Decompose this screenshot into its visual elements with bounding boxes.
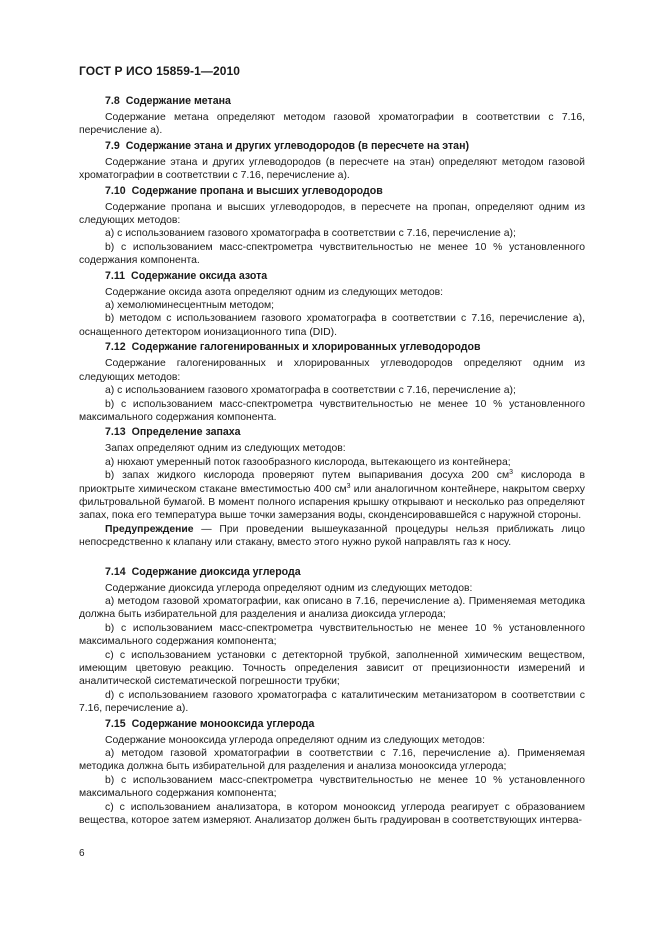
section-heading: 7.11 Содержание оксида азота bbox=[105, 269, 268, 282]
paragraph: Содержание галогенированных и хлорированных углеводородов определяют одним из следующих методов: bbox=[79, 358, 585, 383]
section-heading: 7.12 Содержание галогенированных и хлорированных углеводородов bbox=[105, 341, 481, 354]
section-heading: 7.15 Содержание монооксида углерода bbox=[105, 717, 315, 730]
list-item: b) методом с использованием газового хроматографа в соответствии с 7.16, перечисление а), оснащенного детектором ионизационного типа (DID). bbox=[79, 313, 585, 338]
section-heading: 7.13 Определение запаха bbox=[105, 426, 241, 439]
paragraph: Запах определяют одним из следующих методов: bbox=[105, 443, 346, 455]
paragraph: Содержание метана определяют методом газовой хроматографии в соответствии с 7.16, перечисление а). bbox=[79, 112, 585, 137]
list-item: с) с использованием установки с детекторной трубкой, заполненной химическим веществом, имеющим цветовую реакцию. Точность определения зависит от прецизионности измерений и аналитической систематической погрешности трубки; bbox=[79, 649, 585, 688]
section-heading: 7.10 Содержание пропана и высших углеводородов bbox=[105, 184, 383, 197]
list-item: b) с использованием масс-спектрометра чувствительностью не менее 10 % установленного содержания компонента. bbox=[79, 241, 585, 267]
paragraph: Содержание диоксида углерода определяют одним из следующих методов: bbox=[105, 582, 473, 594]
list-item: b) с использованием масс-спектрометра чувствительностью не менее 10 % установленного максимального содержания компонента; bbox=[79, 774, 585, 800]
list-item: d) с использованием газового хроматографа с каталитическим метанизатором в соответствии с 7.16, перечисление а). bbox=[79, 689, 585, 715]
list-item: а) с использованием газового хроматографа в соответствии с 7.16, перечисление а); bbox=[105, 228, 516, 240]
section-heading: 7.14 Содержание диоксида углерода bbox=[105, 565, 301, 578]
section-heading: 7.8 Содержание метана bbox=[105, 95, 231, 107]
paragraph: Содержание пропана и высших углеводородов, в пересчете на пропан, определяют одним из следующих методов: bbox=[79, 201, 585, 227]
list-item: b) с использованием масс-спектрометра чувствительностью не менее 10 % установленного максимального содержания компонента. bbox=[79, 398, 585, 423]
list-item: а) методом газовой хроматографии в соответствии с 7.16, перечисление а). Применяемая методика должна быть избирательной для разделения и анализа монооксида углерода; bbox=[79, 748, 585, 773]
list-item: b) с использованием масс-спектрометра чувствительностью не менее 10 % установленного максимального содержания компонента; bbox=[79, 622, 585, 648]
warning-note: Предупреждение — При проведении вышеуказанной процедуры нельзя приближать лицо непосредственно к клапану или стакану, вместо этого нужно рукой направлять газ к носу. bbox=[79, 523, 585, 549]
paragraph: Содержание монооксида углерода определяют одним из следующих методов: bbox=[105, 734, 485, 746]
list-item: а) с использованием газового хроматографа в соответствии с 7.16, перечисление а); bbox=[105, 385, 516, 397]
section-heading: 7.9 Содержание этана и других углеводородов (в пересчете на этан) bbox=[105, 139, 469, 152]
document-header: ГОСТ Р ИСО 15859-1—2010 bbox=[79, 64, 241, 78]
paragraph: Содержание этана и других углеводородов (в пересчете на этан) определяют методом газовой хроматографии в соответствии с 7.16, перечисление а). bbox=[79, 156, 585, 182]
list-item: а) методом газовой хроматографии, как описано в 7.16, перечисление а). Применяемая методика должна быть избирательной для разделения и анализа диоксида углерода; bbox=[79, 595, 585, 621]
list-item: а) нюхают умеренный поток газообразного кислорода, вытекающего из контейнера; bbox=[105, 456, 511, 468]
document-body bbox=[79, 93, 585, 827]
paragraph: Содержание оксида азота определяют одним из следующих методов: bbox=[105, 286, 444, 298]
page-number: 6 bbox=[79, 848, 85, 859]
list-item: b) запах жидкого кислорода проверяют путем выпаривания досуха 200 $см^3$ кислорода в приоктрыте химическом стакане вместимостью 400 $см^3$ или аналогичном контейнере, накрытом сверху фильтровальной бумагой. В момент полного испарения крышку открывают и несколько раз определяют запах, пока его температура выше точки замерзания воды, сконденсировавшейся с наружной стороны. bbox=[79, 469, 585, 522]
list-item: а) хемолюминесцентным методом; bbox=[105, 300, 275, 312]
list-item: с) с использованием анализатора, в котором монооксид углерода реагирует с образованием вещества, которое затем измеряют. Анализатор должен быть градуирован в соответствующих интерва- bbox=[79, 801, 585, 827]
